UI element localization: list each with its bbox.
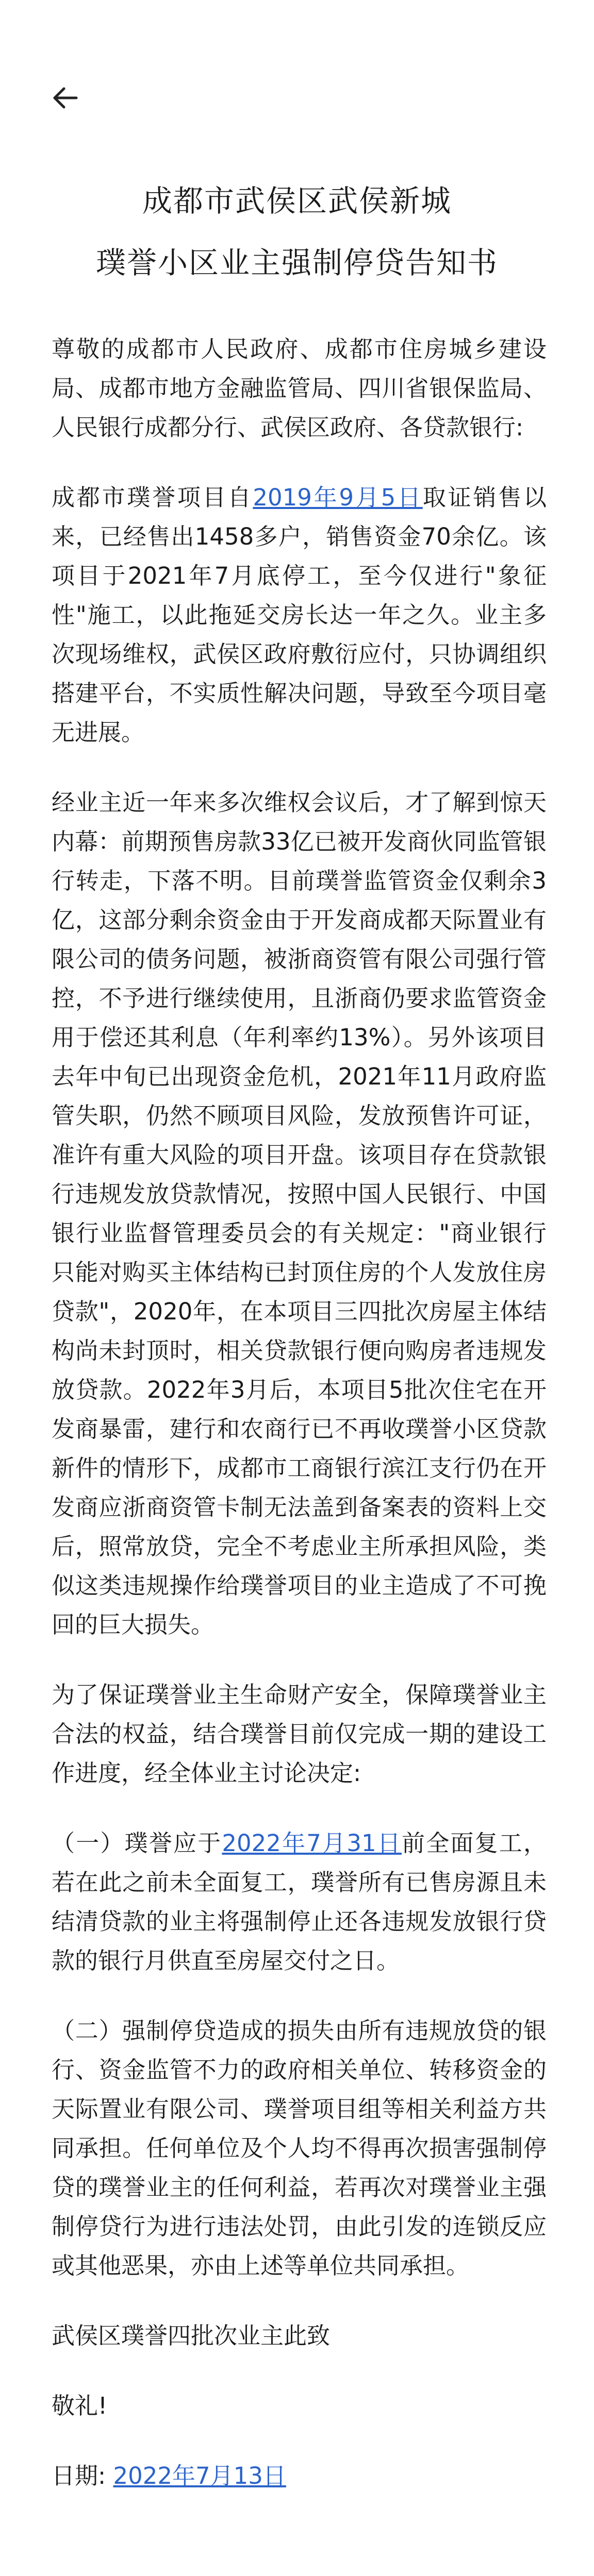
paragraph-inside-story: 经业主近一年来多次维权会议后，才了解到惊天内幕：前期预售房款33亿已被开发商伙同监管银行转走，下落不明。目前璞誉监管资金仅剩余3亿，这部分剩余资金由于开发商成都天际置业有限公司的债务问题，被浙商资管有限公司强行管控，不予进行继续使用，且浙商仍要求监管资金用于偿还其利息（年利率约13%）。另外该项目去年中旬已出现资金危机，2021年11月政府监管失职，仍然不顾项目风险，发放预售许可证，准许有重大风险的项目开盘。该项目存在贷款银行违规发放贷款情况，按照中国人民银行、中国银行业监督管理委员会的有关规定："商业银行只能对购买主体结构已封顶住房的个人发放住房贷款"，2020年，在本项目三四批次房屋主体结构尚未封顶时，相关贷款银行便向购房者违规发放贷款。2022年3月后，本项目5批次住宅在开发商暴雷，建行和农商行已不再收璞誉小区贷款新件的情形下，成都市工商银行滨江支行仍在开发商应浙商资管卡制无法盖到备案表的资料上交后，照常放贷，完全不考虑业主所承担风险，类似这类违规操作给璞誉项目的业主造成了不可挽回的巨大损失。 bbox=[52, 789, 547, 1638]
paragraph-item-one bbox=[52, 1824, 547, 1980]
p4-text-after: 前全面复工，若在此之前未全面复工，璞誉所有已售房源且未结清贷款的业主将强制停止还各违规发放银行贷款的银行月供直至房屋交付之日。 bbox=[52, 1829, 547, 1974]
date-line bbox=[52, 2456, 547, 2496]
back-button[interactable] bbox=[44, 77, 86, 118]
closing-line: 武侯区璞誉四批次业主此致 bbox=[52, 2322, 331, 2349]
date-link-letter[interactable]: 2022年7月13日 bbox=[113, 2462, 286, 2489]
date-label: 日期: bbox=[52, 2462, 113, 2489]
document-title bbox=[0, 170, 594, 294]
title-line-2: 璞誉小区业主强制停贷告知书 bbox=[95, 245, 498, 280]
p4-text-before: （一）璞誉应于 bbox=[52, 1829, 222, 1857]
paragraph-decision-intro: 为了保证璞誉业主生命财产安全，保障璞誉业主合法的权益，结合璞誉目前仅完成一期的建设工作进度，经全体业主讨论决定: bbox=[52, 1681, 547, 1787]
top-bar bbox=[0, 0, 594, 155]
arrow-left-icon bbox=[51, 83, 79, 112]
date-link-resume-deadline[interactable]: 2022年7月31日 bbox=[222, 1829, 402, 1857]
paragraph-item-two: （二）强制停贷造成的损失由所有违规放贷的银行、资金监管不力的政府相关单位、转移资金的天际置业有限公司、璞誉项目组等相关利益方共同承担。任何单位及个人均不得再次损害强制停贷的璞誉业主的任何利益，若再次对璞誉业主强制停贷行为进行违法处罚，由此引发的连锁反应或其他恶果，亦由上述等单位共同承担。 bbox=[52, 2017, 547, 2279]
p1-text-before: 成都市璞誉项目自 bbox=[52, 484, 253, 511]
p1-text-after: 取证销售以来，已经售出1458多户，销售资金70余亿。该项目于2021年7月底停工，至今仅进行"象征性"施工，以此拖延交房长达一年之久。业主多次现场维权，武侯区政府敷衍应付，只协调组织搭建平台，不实质性解决问题，导致至今项目毫无进展。 bbox=[52, 484, 547, 746]
title-line-1: 成都市武侯区武侯新城 bbox=[142, 183, 452, 218]
regards-line: 敬礼! bbox=[52, 2392, 108, 2419]
date-link-sales-permit[interactable]: 2019年9月5日 bbox=[253, 484, 423, 511]
paragraph-project-background bbox=[52, 478, 547, 752]
document-body bbox=[52, 330, 547, 2527]
salutation-paragraph: 尊敬的成都市人民政府、成都市住房城乡建设局、成都市地方金融监管局、四川省银保监局、人民银行成都分行、武侯区政府、各贷款银行: bbox=[52, 335, 547, 441]
